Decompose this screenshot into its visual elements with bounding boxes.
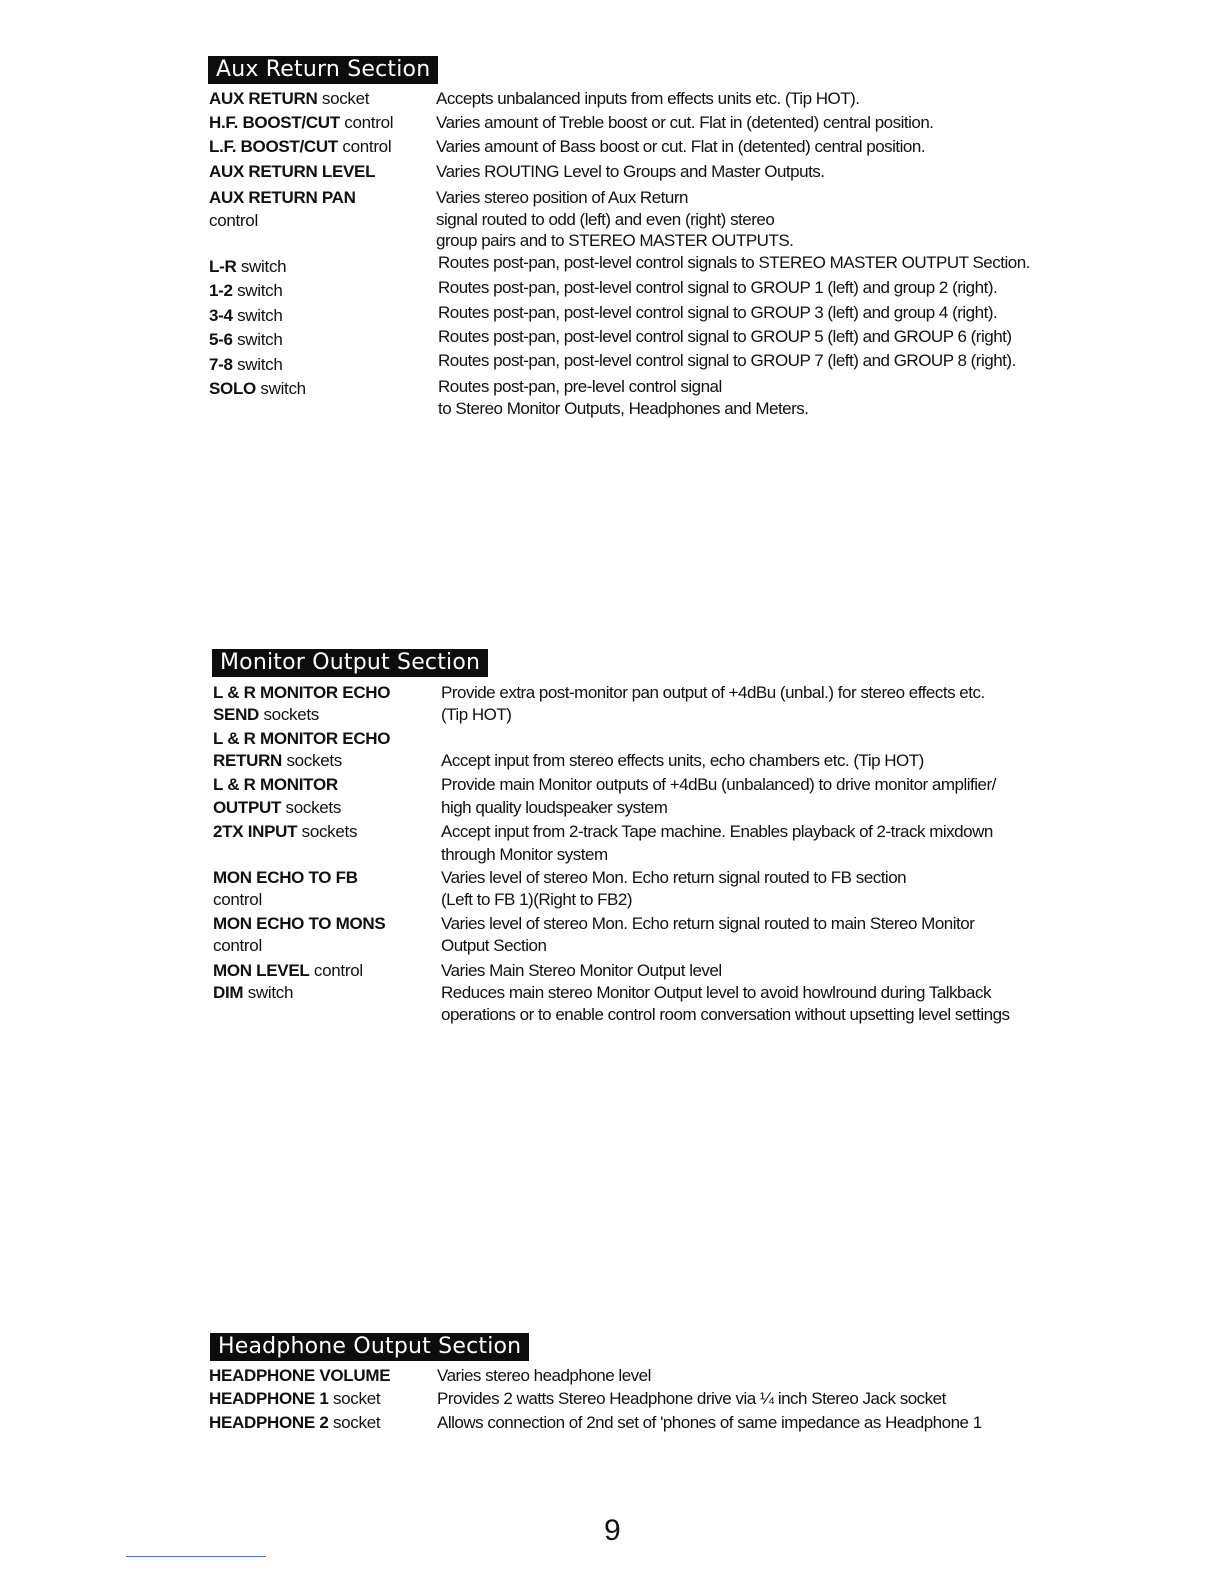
- mon-echo-to-mons-desc-2: Output Section: [441, 936, 547, 955]
- lr-switch-term: L-R switch: [209, 257, 287, 276]
- sw-56-term: 5-6 switch: [209, 330, 283, 349]
- monitor-output-section-title: Monitor Output Section: [212, 649, 488, 677]
- aux-return-level-desc: Varies ROUTING Level to Groups and Master Outputs.: [436, 162, 825, 181]
- aux-return-pan-term-control: control: [209, 211, 258, 230]
- lf-boost-cut-desc: Varies amount of Bass boost or cut. Flat in (detented) central position.: [436, 137, 926, 156]
- 2tx-input-term: 2TX INPUT sockets: [213, 822, 358, 841]
- lr-switch-desc: Routes post-pan, post-level control signals to STEREO MASTER OUTPUT Section.: [438, 253, 1030, 272]
- mon-echo-to-fb-desc-1: Varies level of stereo Mon. Echo return signal routed to FB section: [441, 868, 907, 887]
- 2tx-input-desc-2: through Monitor system: [441, 845, 608, 864]
- monitor-output-desc-1: Provide main Monitor outputs of +4dBu (unbalanced) to drive monitor amplifier/: [441, 775, 996, 794]
- hf-boost-cut-desc: Varies amount of Treble boost or cut. Flat in (detented) central position.: [436, 113, 934, 132]
- aux-return-pan-desc-1: Varies stereo position of Aux Return: [436, 188, 688, 207]
- headphone-1-desc: Provides 2 watts Stereo Headphone drive via ¼ inch Stereo Jack socket: [437, 1389, 946, 1408]
- monitor-echo-return-term-2: RETURN sockets: [213, 751, 342, 770]
- hf-boost-cut-term: H.F. BOOST/CUT control: [209, 113, 394, 132]
- solo-switch-term: SOLO switch: [209, 379, 306, 398]
- sw-34-desc: Routes post-pan, post-level control signal to GROUP 3 (left) and group 4 (right).: [438, 303, 998, 322]
- aux-return-desc: Accepts unbalanced inputs from effects units etc. (Tip HOT).: [436, 89, 860, 108]
- monitor-echo-send-term-2: SEND sockets: [213, 705, 320, 724]
- sw-12-term: 1-2 switch: [209, 281, 283, 300]
- mon-level-desc: Varies Main Stereo Monitor Output level: [441, 961, 722, 980]
- aux-return-level-term: AUX RETURN LEVEL: [209, 162, 376, 181]
- mon-echo-to-mons-desc-1: Varies level of stereo Mon. Echo return signal routed to main Stereo Monitor: [441, 914, 975, 933]
- mon-echo-to-mons-term-2: control: [213, 936, 262, 955]
- aux-return-term: AUX RETURN socket: [209, 89, 370, 108]
- headphone-volume-desc: Varies stereo headphone level: [437, 1366, 651, 1385]
- lf-boost-cut-term: L.F. BOOST/CUT control: [209, 137, 392, 156]
- dim-switch-desc-1: Reduces main stereo Monitor Output level to avoid howlround during Talkback: [441, 983, 991, 1002]
- aux-return-section-title: Aux Return Section: [208, 56, 438, 84]
- headphone-2-term: HEADPHONE 2 socket: [209, 1413, 381, 1432]
- aux-return-pan-desc-3: group pairs and to STEREO MASTER OUTPUTS.: [436, 231, 794, 250]
- sw-12-desc: Routes post-pan, post-level control signal to GROUP 1 (left) and group 2 (right).: [438, 278, 998, 297]
- sw-78-term: 7-8 switch: [209, 355, 283, 374]
- mon-echo-to-fb-desc-2: (Left to FB 1)(Right to FB2): [441, 890, 633, 909]
- monitor-echo-return-term: L & R MONITOR ECHO: [213, 729, 391, 748]
- dim-switch-term: DIM switch: [213, 983, 294, 1002]
- monitor-output-term: L & R MONITOR: [213, 775, 338, 794]
- sw-56-desc: Routes post-pan, post-level control signal to GROUP 5 (left) and GROUP 6 (right): [438, 327, 1012, 346]
- headphone-1-term: HEADPHONE 1 socket: [209, 1389, 381, 1408]
- 2tx-input-desc-1: Accept input from 2-track Tape machine. Enables playback of 2-track mixdown: [441, 822, 993, 841]
- mon-echo-to-mons-term: MON ECHO TO MONS: [213, 914, 386, 933]
- aux-return-pan-desc-2: signal routed to odd (left) and even (right) stereo: [436, 210, 775, 229]
- headphone-2-desc: Allows connection of 2nd set of 'phones of same impedance as Headphone 1: [437, 1413, 982, 1432]
- monitor-echo-send-desc-1: Provide extra post-monitor pan output of +4dBu (unbal.) for stereo effects etc.: [441, 683, 985, 702]
- monitor-echo-send-term: L & R MONITOR ECHO: [213, 683, 391, 702]
- dim-switch-desc-2: operations or to enable control room conversation without upsetting level settings: [441, 1005, 1010, 1024]
- monitor-echo-return-desc: Accept input from stereo effects units, echo chambers etc. (Tip HOT): [441, 751, 924, 770]
- headphone-volume-term: HEADPHONE VOLUME: [209, 1366, 391, 1385]
- monitor-output-term-2: OUTPUT sockets: [213, 798, 342, 817]
- page-number: 9: [604, 1514, 621, 1547]
- monitor-echo-send-desc-2: (Tip HOT): [441, 705, 512, 724]
- mon-echo-to-fb-term-2: control: [213, 890, 262, 909]
- mon-echo-to-fb-term: MON ECHO TO FB: [213, 868, 358, 887]
- solo-switch-desc-1: Routes post-pan, pre-level control signal: [438, 377, 722, 396]
- solo-switch-desc-2: to Stereo Monitor Outputs, Headphones and Meters.: [438, 399, 809, 418]
- monitor-output-desc-2: high quality loudspeaker system: [441, 798, 668, 817]
- aux-return-pan-term: AUX RETURN PAN: [209, 188, 356, 207]
- sw-34-term: 3-4 switch: [209, 306, 283, 325]
- headphone-output-section-title: Headphone Output Section: [210, 1333, 529, 1361]
- sw-78-desc: Routes post-pan, post-level control signal to GROUP 7 (left) and GROUP 8 (right).: [438, 351, 1016, 370]
- mon-level-term: MON LEVEL control: [213, 961, 363, 980]
- footer-rule: [126, 1556, 266, 1557]
